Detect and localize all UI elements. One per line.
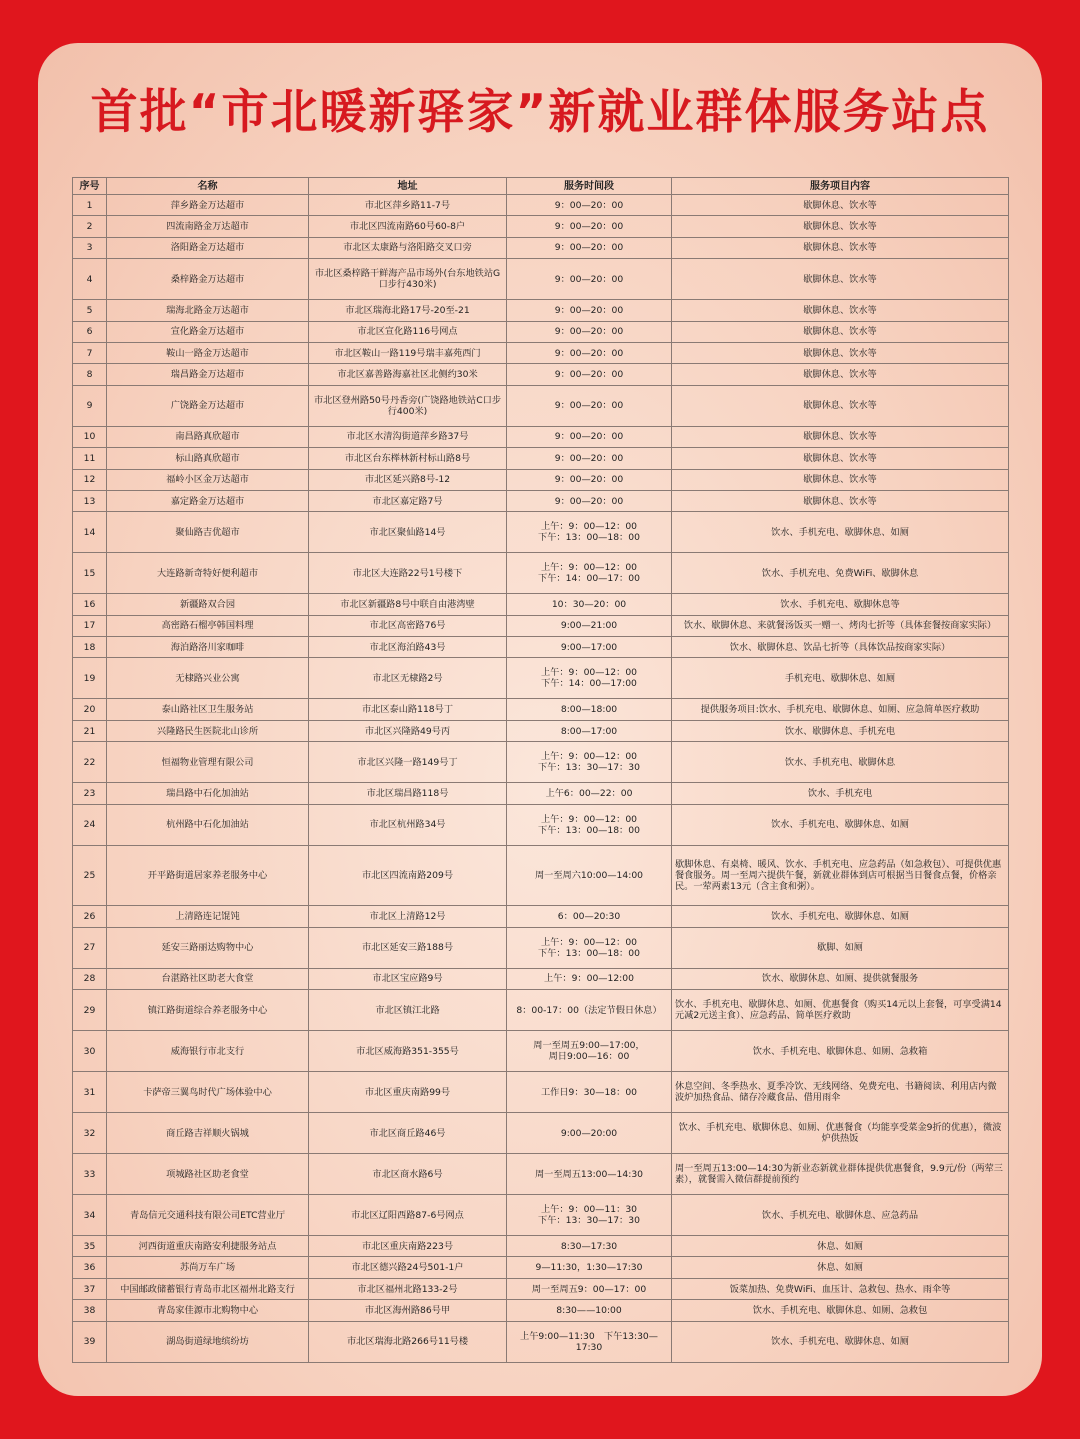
cell-name: 嘉定路金万达超市	[107, 490, 309, 511]
cell-hours: 9—11:30，1:30—17:30	[507, 1257, 672, 1278]
table-row	[73, 699, 1009, 720]
table-row	[73, 1031, 1009, 1072]
cell-name: 聚仙路吉优超市	[107, 512, 309, 553]
cell-name: 恒福物业管理有限公司	[107, 742, 309, 783]
cell-services: 歇脚休息、饮水等	[672, 448, 1009, 469]
cell-address: 市北区嘉善路海嘉社区北侧约30米	[309, 364, 507, 385]
cell-index: 29	[73, 990, 107, 1031]
cell-hours: 8:00—17:00	[507, 720, 672, 741]
table-row	[73, 594, 1009, 615]
cell-hours: 6：00—20:30	[507, 906, 672, 927]
table-row	[73, 1300, 1009, 1321]
cell-name: 瑞海北路金万达超市	[107, 300, 309, 321]
cell-address: 市北区德兴路24号501-1户	[309, 1257, 507, 1278]
cell-name: 苏尚万车广场	[107, 1257, 309, 1278]
cell-name: 标山路真欣超市	[107, 448, 309, 469]
cell-index: 32	[73, 1113, 107, 1154]
cell-services: 歇脚休息、饮水等	[672, 364, 1009, 385]
header-address: 地址	[309, 178, 507, 195]
cell-index: 30	[73, 1031, 107, 1072]
cell-address: 市北区威海路351-355号	[309, 1031, 507, 1072]
cell-hours: 9：00—20：00	[507, 195, 672, 216]
cell-address: 市北区泰山路118号丁	[309, 699, 507, 720]
cell-hours: 9：00—20：00	[507, 364, 672, 385]
table-row	[73, 637, 1009, 658]
cell-hours: 周一至周五9：00—17：00	[507, 1278, 672, 1299]
cell-services: 饮水、手机充电、歇脚休息、如厕	[672, 906, 1009, 927]
cell-index: 8	[73, 364, 107, 385]
table-row	[73, 321, 1009, 342]
cell-services: 饮水、手机充电、歇脚休息、如厕	[672, 804, 1009, 845]
cell-services: 歇脚、如厕	[672, 927, 1009, 968]
cell-address: 市北区兴隆一路149号丁	[309, 742, 507, 783]
cell-index: 10	[73, 426, 107, 447]
cell-services: 饭菜加热、免费WiFi、血压计、急救包、热水、雨伞等	[672, 1278, 1009, 1299]
cell-services: 饮水、手机充电	[672, 783, 1009, 804]
cell-address: 市北区嘉定路7号	[309, 490, 507, 511]
table-row	[73, 216, 1009, 237]
cell-services: 饮水、手机充电、免费WiFi、歇脚休息	[672, 553, 1009, 594]
cell-services: 饮水、手机充电、歇脚休息	[672, 742, 1009, 783]
cell-hours: 9：00—20：00	[507, 426, 672, 447]
cell-index: 26	[73, 906, 107, 927]
cell-index: 3	[73, 237, 107, 258]
table-row	[73, 906, 1009, 927]
cell-name: 湖岛街道绿地缤纷坊	[107, 1321, 309, 1362]
cell-index: 27	[73, 927, 107, 968]
cell-address: 市北区商丘路46号	[309, 1113, 507, 1154]
cell-name: 泰山路社区卫生服务站	[107, 699, 309, 720]
cell-address: 市北区水清沟街道萍乡路37号	[309, 426, 507, 447]
cell-index: 6	[73, 321, 107, 342]
cell-index: 19	[73, 658, 107, 699]
cell-index: 18	[73, 637, 107, 658]
cell-services: 歇脚休息、有桌椅、暖风、饮水、手机充电、应急药品（如急救包）、可提供优惠餐食服务。周一至周六提供午餐，新就业群体到店可根据当日餐食点餐，价格亲民。一荤两素13元（含主食和粥）。	[672, 845, 1009, 906]
cell-hours: 9：00—20：00	[507, 259, 672, 300]
cell-address: 市北区福州北路133-2号	[309, 1278, 507, 1299]
table-row	[73, 1113, 1009, 1154]
cell-address: 市北区延安三路188号	[309, 927, 507, 968]
cell-address: 市北区海泊路43号	[309, 637, 507, 658]
cell-services: 歇脚休息、饮水等	[672, 342, 1009, 363]
cell-services: 饮水、手机充电、歇脚休息、如厕	[672, 512, 1009, 553]
table-row	[73, 237, 1009, 258]
cell-hours: 上午：9：00—11：30 下午：13：30—17：30	[507, 1195, 672, 1236]
cell-name: 延安三路丽达购物中心	[107, 927, 309, 968]
cell-hours: 8:30—17:30	[507, 1236, 672, 1257]
cell-hours: 9：00—20：00	[507, 448, 672, 469]
cell-name: 高密路石榴亭韩国料理	[107, 615, 309, 636]
cell-address: 市北区海州路86号甲	[309, 1300, 507, 1321]
cell-services: 饮水、歇脚休息、如厕、提供就餐服务	[672, 968, 1009, 989]
cell-index: 15	[73, 553, 107, 594]
cell-services: 歇脚休息、饮水等	[672, 490, 1009, 511]
cell-services: 歇脚休息、饮水等	[672, 469, 1009, 490]
cell-index: 11	[73, 448, 107, 469]
cell-index: 14	[73, 512, 107, 553]
cell-address: 市北区上清路12号	[309, 906, 507, 927]
table-row	[73, 385, 1009, 426]
cell-services: 饮水、歇脚休息、手机充电	[672, 720, 1009, 741]
cell-index: 24	[73, 804, 107, 845]
cell-name: 台湛路社区助老大食堂	[107, 968, 309, 989]
cell-hours: 8:30——10:00	[507, 1300, 672, 1321]
table-row	[73, 845, 1009, 906]
table-row	[73, 1154, 1009, 1195]
table-row	[73, 720, 1009, 741]
cell-name: 瑞昌路金万达超市	[107, 364, 309, 385]
cell-index: 36	[73, 1257, 107, 1278]
table-row	[73, 512, 1009, 553]
cell-services: 手机充电、歇脚休息、如厕	[672, 658, 1009, 699]
cell-services: 周一至周五13:00—14:30为新业态新就业群体提供优惠餐食，9.9元/份（两荤三素），就餐需入微信群提前预约	[672, 1154, 1009, 1195]
cell-address: 市北区大连路22号1号楼下	[309, 553, 507, 594]
cell-services: 饮水、手机充电、歇脚休息、如厕、急救包	[672, 1300, 1009, 1321]
cell-hours: 9：00—20：00	[507, 237, 672, 258]
page-title: 首批“市北暖新驿家”新就业群体服务站点	[90, 85, 990, 140]
cell-services: 歇脚休息、饮水等	[672, 216, 1009, 237]
service-station-table	[72, 177, 1009, 1363]
table-row	[73, 968, 1009, 989]
cell-name: 海泊路洛川家咖啡	[107, 637, 309, 658]
cell-index: 34	[73, 1195, 107, 1236]
cell-address: 市北区宣化路116号网点	[309, 321, 507, 342]
cell-services: 饮水、手机充电、歇脚休息、如厕、优惠餐食（均能享受菜金9折的优惠），微波炉供热饭	[672, 1113, 1009, 1154]
cell-services: 饮水、手机充电、歇脚休息、如厕、急救箱	[672, 1031, 1009, 1072]
cell-name: 洛阳路金万达超市	[107, 237, 309, 258]
table-row	[73, 1278, 1009, 1299]
cell-name: 宣化路金万达超市	[107, 321, 309, 342]
cell-name: 青岛信元交通科技有限公司ETC营业厅	[107, 1195, 309, 1236]
cell-services: 歇脚休息、饮水等	[672, 259, 1009, 300]
table-row	[73, 990, 1009, 1031]
cell-address: 市北区无棣路2号	[309, 658, 507, 699]
cell-hours: 9：00—20：00	[507, 342, 672, 363]
cell-name: 南昌路真欣超市	[107, 426, 309, 447]
cell-address: 市北区延兴路8号-12	[309, 469, 507, 490]
cell-index: 20	[73, 699, 107, 720]
cell-index: 37	[73, 1278, 107, 1299]
cell-name: 鞍山一路金万达超市	[107, 342, 309, 363]
cell-hours: 上午：9：00—12：00 下午：13：00—18：00	[507, 804, 672, 845]
cell-address: 市北区宝应路9号	[309, 968, 507, 989]
table-row	[73, 742, 1009, 783]
cell-hours: 8:00—18:00	[507, 699, 672, 720]
table-row	[73, 1236, 1009, 1257]
cell-address: 市北区重庆南路99号	[309, 1072, 507, 1113]
cell-index: 17	[73, 615, 107, 636]
cell-services: 饮水、手机充电、歇脚休息、如厕	[672, 1321, 1009, 1362]
cell-name: 萍乡路金万达超市	[107, 195, 309, 216]
cell-name: 商丘路吉祥顺火锅城	[107, 1113, 309, 1154]
cell-address: 市北区四流南路60号60-8户	[309, 216, 507, 237]
cell-name: 无棣路兴业公寓	[107, 658, 309, 699]
cell-name: 青岛家佳源市北购物中心	[107, 1300, 309, 1321]
cell-hours: 9：00—20：00	[507, 490, 672, 511]
table-row	[73, 469, 1009, 490]
cell-index: 38	[73, 1300, 107, 1321]
cell-name: 桑梓路金万达超市	[107, 259, 309, 300]
cell-name: 上清路连记馄饨	[107, 906, 309, 927]
cell-hours: 8：00-17：00（法定节假日休息）	[507, 990, 672, 1031]
cell-index: 12	[73, 469, 107, 490]
cell-address: 市北区商水路6号	[309, 1154, 507, 1195]
header-name: 名称	[107, 178, 309, 195]
cell-index: 7	[73, 342, 107, 363]
table-row	[73, 426, 1009, 447]
cell-index: 33	[73, 1154, 107, 1195]
table-row	[73, 364, 1009, 385]
table-row	[73, 658, 1009, 699]
cell-name: 广饶路金万达超市	[107, 385, 309, 426]
cell-address: 市北区萍乡路11-7号	[309, 195, 507, 216]
cell-address: 市北区瑞海北路266号11号楼	[309, 1321, 507, 1362]
cell-index: 2	[73, 216, 107, 237]
cell-address: 市北区台东榉林新村标山路8号	[309, 448, 507, 469]
cell-name: 开平路街道居家养老服务中心	[107, 845, 309, 906]
cell-services: 饮水、歇脚休息、饮品七折等（具体饮品按商家实际）	[672, 637, 1009, 658]
cell-index: 22	[73, 742, 107, 783]
cell-index: 21	[73, 720, 107, 741]
cell-hours: 上午：9：00—12：00 下午：13：00—18：00	[507, 512, 672, 553]
cell-hours: 上午：9：00—12：00 下午：14：00—17:00	[507, 658, 672, 699]
cell-address: 市北区镇江北路	[309, 990, 507, 1031]
table-row	[73, 195, 1009, 216]
cell-hours: 上午：9：00—12：00 下午：14：00—17：00	[507, 553, 672, 594]
cell-index: 1	[73, 195, 107, 216]
table-body	[73, 195, 1009, 1363]
cell-name: 新疆路双合园	[107, 594, 309, 615]
cell-hours: 周一至周五13:00—14:30	[507, 1154, 672, 1195]
cell-services: 歇脚休息、饮水等	[672, 426, 1009, 447]
cell-address: 市北区瑞昌路118号	[309, 783, 507, 804]
cell-name: 河西街道重庆南路安利捷服务站点	[107, 1236, 309, 1257]
cell-address: 市北区聚仙路14号	[309, 512, 507, 553]
cell-address: 市北区高密路76号	[309, 615, 507, 636]
cell-index: 25	[73, 845, 107, 906]
table-row	[73, 615, 1009, 636]
cell-hours: 周一至周六10:00—14:00	[507, 845, 672, 906]
cell-hours: 上午：9：00—12:00	[507, 968, 672, 989]
header-index: 序号	[73, 178, 107, 195]
table-row	[73, 490, 1009, 511]
cell-name: 中国邮政储蓄银行青岛市北区福州北路支行	[107, 1278, 309, 1299]
cell-address: 市北区杭州路34号	[309, 804, 507, 845]
cell-services: 饮水、手机充电、歇脚休息、应急药品	[672, 1195, 1009, 1236]
table-row	[73, 783, 1009, 804]
cell-address: 市北区辽阳西路87-6号网点	[309, 1195, 507, 1236]
cell-hours: 9:00—21:00	[507, 615, 672, 636]
cell-hours: 9：00—20：00	[507, 469, 672, 490]
table-row	[73, 1195, 1009, 1236]
cell-services: 饮水、手机充电、歇脚休息、如厕、优惠餐食（购买14元以上套餐，可享受满14元减2元送主食）、应急药品、简单医疗救助	[672, 990, 1009, 1031]
cell-hours: 周一至周五9:00—17:00， 周日9:00—16：00	[507, 1031, 672, 1072]
table-row	[73, 1321, 1009, 1362]
cell-name: 卡萨帝三翼鸟时代广场体验中心	[107, 1072, 309, 1113]
cell-name: 瑞昌路中石化加油站	[107, 783, 309, 804]
cell-index: 35	[73, 1236, 107, 1257]
cell-address: 市北区新疆路8号中联自由港湾壁	[309, 594, 507, 615]
cell-address: 市北区兴隆路49号丙	[309, 720, 507, 741]
cell-index: 28	[73, 968, 107, 989]
cell-hours: 上午9:00—11:30 下午13:30—17:30	[507, 1321, 672, 1362]
header-hours: 服务时间段	[507, 178, 672, 195]
cell-hours: 9：00—20：00	[507, 385, 672, 426]
cell-services: 休息、如厕	[672, 1257, 1009, 1278]
cell-name: 福岭小区金万达超市	[107, 469, 309, 490]
table-row	[73, 259, 1009, 300]
cell-services: 休息空间、冬季热水、夏季冷饮、无线网络、免费充电、书籍阅读、利用店内微波炉加热食品、储存冷藏食品、借用雨伞	[672, 1072, 1009, 1113]
cell-index: 39	[73, 1321, 107, 1362]
table-row	[73, 927, 1009, 968]
cell-hours: 上午6：00—22：00	[507, 783, 672, 804]
cell-index: 23	[73, 783, 107, 804]
table-row	[73, 1257, 1009, 1278]
cell-services: 歇脚休息、饮水等	[672, 195, 1009, 216]
cell-name: 项城路社区助老食堂	[107, 1154, 309, 1195]
cell-name: 威海银行市北支行	[107, 1031, 309, 1072]
cell-services: 歇脚休息、饮水等	[672, 385, 1009, 426]
table-row	[73, 553, 1009, 594]
cell-services: 歇脚休息、饮水等	[672, 321, 1009, 342]
table-row	[73, 804, 1009, 845]
table-header-row	[73, 178, 1009, 195]
cell-address: 市北区鞍山一路119号瑞丰嘉苑西门	[309, 342, 507, 363]
table-row	[73, 300, 1009, 321]
cell-index: 13	[73, 490, 107, 511]
cell-name: 杭州路中石化加油站	[107, 804, 309, 845]
cell-address: 市北区瑞海北路17号-20至-21	[309, 300, 507, 321]
cell-name: 镇江路街道综合养老服务中心	[107, 990, 309, 1031]
cell-address: 市北区桑梓路干鲜海产品市场外(台东地铁站G口步行430米)	[309, 259, 507, 300]
table-row	[73, 448, 1009, 469]
cell-services: 饮水、歇脚休息、来就餐汤饭买一赠一、烤肉七折等（具体套餐按商家实际）	[672, 615, 1009, 636]
cell-hours: 上午：9：00—12：00 下午：13：30—17：30	[507, 742, 672, 783]
cell-hours: 10：30—20：00	[507, 594, 672, 615]
cell-services: 饮水、手机充电、歇脚休息等	[672, 594, 1009, 615]
cell-name: 兴隆路民生医院北山诊所	[107, 720, 309, 741]
cell-hours: 9：00—20：00	[507, 216, 672, 237]
cell-index: 16	[73, 594, 107, 615]
cell-address: 市北区太康路与洛阳路交叉口旁	[309, 237, 507, 258]
cell-name: 大连路新奇特好便利超市	[107, 553, 309, 594]
cell-address: 市北区重庆南路223号	[309, 1236, 507, 1257]
table-row	[73, 1072, 1009, 1113]
cell-index: 5	[73, 300, 107, 321]
cell-services: 休息、如厕	[672, 1236, 1009, 1257]
table-row	[73, 342, 1009, 363]
cell-name: 四流南路金万达超市	[107, 216, 309, 237]
cell-services: 歇脚休息、饮水等	[672, 300, 1009, 321]
cell-services: 歇脚休息、饮水等	[672, 237, 1009, 258]
cell-index: 31	[73, 1072, 107, 1113]
cell-hours: 9：00—20：00	[507, 321, 672, 342]
cell-address: 市北区登州路50号丹香旁(广饶路地铁站C口步行400米)	[309, 385, 507, 426]
cell-index: 9	[73, 385, 107, 426]
cell-services: 提供服务项目:饮水、手机充电、歇脚休息、如厕、应急简单医疗救助	[672, 699, 1009, 720]
cell-hours: 上午：9：00—12：00 下午：13：00—18：00	[507, 927, 672, 968]
cell-address: 市北区四流南路209号	[309, 845, 507, 906]
cell-hours: 工作日9：30—18：00	[507, 1072, 672, 1113]
cell-hours: 9:00—17:00	[507, 637, 672, 658]
cell-hours: 9:00—20:00	[507, 1113, 672, 1154]
cell-index: 4	[73, 259, 107, 300]
header-services: 服务项目内容	[672, 178, 1009, 195]
cell-hours: 9：00—20：00	[507, 300, 672, 321]
